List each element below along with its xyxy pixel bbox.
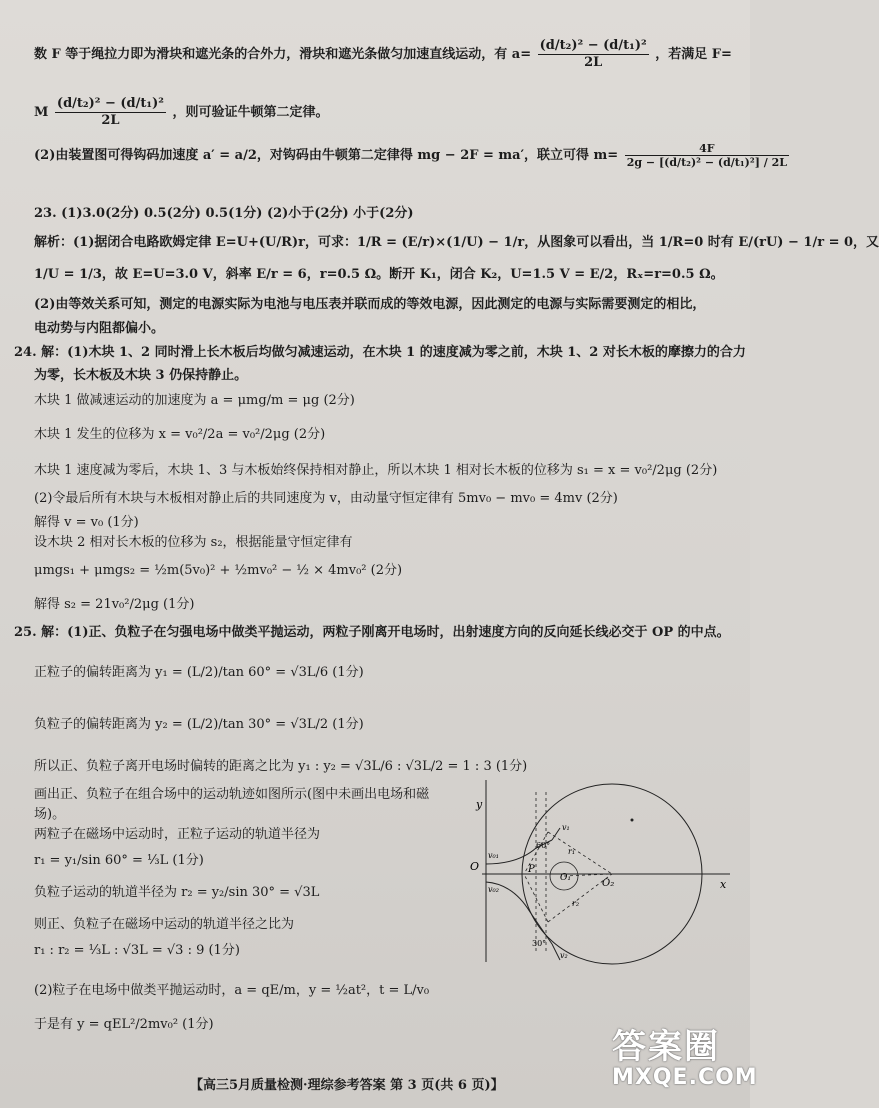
q24-line-4: 木块 1 发生的位移为 x = v₀²/2a = v₀²/2μg (2分) — [34, 427, 326, 442]
q24-line-5: 木块 1 速度减为零后，木块 1、3 与木板始终保持相对静止，所以木块 1 相对长木板的位移为 s₁ = x = v₀²/2μg (2分) — [34, 463, 718, 478]
q24-line-8: 设木块 2 相对长木板的位移为 s₂，根据能量守恒定律有 — [34, 535, 353, 550]
q25-line-6: 场)。 — [34, 807, 66, 822]
particle-trajectory-diagram — [468, 772, 738, 972]
formula-a-num: (d/t₂)² − (d/t₁)² — [539, 38, 647, 53]
q24-line-2: 为零，长木板及木块 3 仍保持静止。 — [34, 368, 248, 383]
formula-F-den: 2L — [101, 113, 120, 128]
q23-analysis-2: 1/U = 1/3，故 E=U=3.0 V，斜率 E/r = 6，r=0.5 Ω。断开 K₁，闭合 K₂，U=1.5 V = E/2，Rₓ=r=0.5 Ω。 — [34, 267, 724, 282]
text-line-2 — [34, 96, 328, 129]
q23-answers: 23. (1)3.0(2分) 0.5(2分) 0.5(1分) (2)小于(2分) 小于(2分) — [34, 206, 414, 221]
text-line-3 — [34, 142, 791, 169]
q25-line-7: 两粒子在磁场中运动时，正粒子运动的轨道半径为 — [34, 827, 321, 842]
text-l1-tail: ，若满足 F= — [655, 47, 732, 62]
q23-analysis-3: (2)由等效关系可知，测定的电源实际为电池与电压表并联而成的等效电源，因此测定的电源与实际需要测定的相比， — [34, 297, 706, 312]
watermark-logo-text: 答案圈 — [612, 1027, 720, 1067]
q25-line-13: 于是有 y = qEL²/2mv₀² (1分) — [34, 1017, 214, 1032]
q24-line-3: 木块 1 做减速运动的加速度为 a = μmg/m = μg (2分) — [34, 393, 355, 408]
q25-line-8: r₁ = y₁/sin 60° = ⅓L (1分) — [34, 853, 204, 868]
formula-F-num: (d/t₂)² − (d/t₁)² — [56, 96, 164, 111]
text-line-1 — [34, 38, 732, 71]
label-v01: v₀₁ — [488, 851, 499, 860]
formula-a — [538, 38, 649, 71]
q24-line-9: μmgs₁ + μmgs₂ = ½m(5v₀)² + ½mv₀² − ½ × 4mv₀² (2分) — [34, 563, 403, 578]
q25-line-9: 负粒子运动的轨道半径为 r₂ = y₂/sin 30° = √3L — [34, 885, 320, 900]
q24-line-6: (2)令最后所有木块与木板相对静止后的共同速度为 v，由动量守恒定律有 5mv₀ − mv₀ = 4mv (2分) — [34, 491, 618, 506]
q25-line-11: r₁ : r₂ = ⅓L : √3L = √3 : 9 (1分) — [34, 943, 240, 958]
formula-m-num: 4F — [625, 142, 789, 156]
q25-line-10: 则正、负粒子在磁场中运动的轨道半径之比为 — [34, 917, 295, 932]
label-v2: v₂ — [560, 951, 568, 960]
text-l1: 数 F 等于绳拉力即为滑块和遮光条的合外力，滑块和遮光条做匀加速直线运动，有 a= — [34, 47, 532, 62]
label-y: y — [476, 798, 483, 811]
label-v1: v₁ — [562, 823, 570, 832]
label-30-deg: 30° — [532, 939, 547, 948]
label-60-deg: 60° — [536, 841, 551, 850]
text-l3: (2)由装置图可得钩码加速度 a′ = a/2，对钩码由牛顿第二定律得 mg − 2F = ma′，联立可得 m= — [34, 148, 619, 163]
label-P: P — [528, 864, 535, 875]
q25-line-1: 25. 解：(1)正、负粒子在匀强电场中做类平抛运动，两粒子刚离开电场时，出射速度方向的反向延长线必交于 OP 的中点。 — [14, 625, 730, 640]
dot-marker — [631, 819, 634, 822]
q24-line-7: 解得 v = v₀ (1分) — [34, 515, 139, 530]
q24-line-1: 24. 解：(1)木块 1、2 同时滑上长木板后均做匀减速运动，在木块 1 的速度减为零之前，木块 1、2 对长木板的摩擦力的合力 — [14, 345, 746, 360]
label-O1: O₁ — [560, 873, 571, 883]
label-x: x — [720, 878, 727, 891]
watermark-url: MXQE.COM — [612, 1065, 758, 1090]
q25-line-4: 所以正、负粒子离开电场时偏转的距离之比为 y₁ : y₂ = √3L/6 : √3L/2 = 1 : 3 (1分) — [34, 759, 528, 774]
q25-line-2: 正粒子的偏转距离为 y₁ = (L/2)/tan 60° = √3L/6 (1分) — [34, 665, 364, 680]
formula-F — [55, 96, 166, 129]
q25-line-3: 负粒子的偏转距离为 y₂ = (L/2)/tan 30° = √3L/2 (1分) — [34, 717, 364, 732]
text-l2-tail: ，则可验证牛顿第二定律。 — [172, 105, 329, 120]
label-v02: v₀₂ — [488, 885, 499, 894]
q25-line-5: 画出正、负粒子在组合场中的运动轨迹如图所示(图中未画出电场和磁 — [34, 787, 430, 802]
v1-arrow — [552, 828, 560, 840]
formula-m-den: 2g − [(d/t₂)² − (d/t₁)²] / 2L — [626, 156, 787, 169]
page-footer: 【高三5月质量检测·理综参考答案 第 3 页(共 6 页)】 — [190, 1078, 504, 1093]
q24-line-10: 解得 s₂ = 21v₀²/2μg (1分) — [34, 597, 195, 612]
formula-a-den: 2L — [584, 55, 603, 70]
text-l2-m: M — [34, 105, 49, 120]
q23-analysis-1: 解析：(1)据闭合电路欧姆定律 E=U+(U/R)r，可求：1/R = (E/r)×(1/U) − 1/r，从图象可以看出，当 1/R=0 时有 E/(rU) − 1/r = 0，又 — [34, 235, 879, 250]
label-r1: r₁ — [568, 847, 576, 856]
q23-analysis-4: 电动势与内阻都偏小。 — [34, 321, 165, 336]
label-O: O — [470, 860, 480, 873]
site-watermark — [612, 1027, 758, 1100]
q25-line-12: (2)粒子在电场中做类平抛运动时，a = qE/m，y = ½at²，t = L/v₀ — [34, 983, 430, 998]
radius-line-top — [548, 832, 612, 874]
formula-m — [625, 142, 789, 169]
label-r2: r₂ — [572, 899, 580, 908]
label-O2: O₂ — [602, 878, 615, 889]
